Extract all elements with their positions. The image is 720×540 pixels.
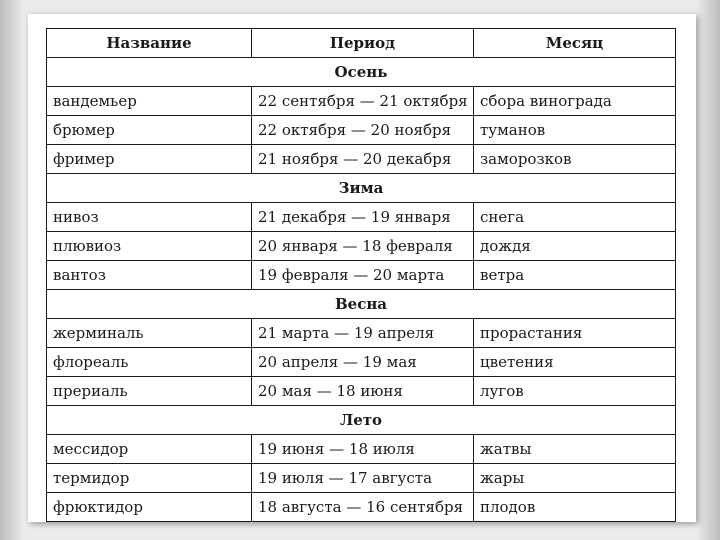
table-row <box>47 377 676 406</box>
month-name-cell: плювиоз <box>47 232 252 261</box>
meaning-cell: жары <box>474 464 676 493</box>
month-name-cell: вандемьер <box>47 87 252 116</box>
season-autumn: Осень <box>47 58 676 87</box>
month-name-cell: жерминаль <box>47 319 252 348</box>
meaning-cell: сбора винограда <box>474 87 676 116</box>
season-row <box>47 58 676 87</box>
table-row <box>47 232 676 261</box>
meaning-cell: жатвы <box>474 435 676 464</box>
month-name-cell: прериаль <box>47 377 252 406</box>
period-cell: 21 декабря — 19 января <box>252 203 474 232</box>
period-cell: 20 апреля — 19 мая <box>252 348 474 377</box>
table-row <box>47 464 676 493</box>
table-row <box>47 261 676 290</box>
header-month: Месяц <box>474 29 676 58</box>
table-row <box>47 493 676 522</box>
season-spring: Весна <box>47 290 676 319</box>
meaning-cell: плодов <box>474 493 676 522</box>
month-name-cell: мессидор <box>47 435 252 464</box>
season-row <box>47 174 676 203</box>
period-cell: 18 августа — 16 сентября <box>252 493 474 522</box>
month-name-cell: брюмер <box>47 116 252 145</box>
period-cell: 21 марта — 19 апреля <box>252 319 474 348</box>
slide-edge-left <box>0 0 22 540</box>
calendar-table <box>46 28 676 522</box>
month-name-cell: фрюктидор <box>47 493 252 522</box>
table-row <box>47 435 676 464</box>
table-row <box>47 203 676 232</box>
table-row <box>47 319 676 348</box>
period-cell: 20 мая — 18 июня <box>252 377 474 406</box>
season-winter: Зима <box>47 174 676 203</box>
season-row <box>47 290 676 319</box>
period-cell: 19 июля — 17 августа <box>252 464 474 493</box>
month-name-cell: вантоз <box>47 261 252 290</box>
table-row <box>47 348 676 377</box>
period-cell: 19 июня — 18 июля <box>252 435 474 464</box>
meaning-cell: туманов <box>474 116 676 145</box>
period-cell: 19 февраля — 20 марта <box>252 261 474 290</box>
meaning-cell: лугов <box>474 377 676 406</box>
document-sheet <box>28 14 696 522</box>
meaning-cell: снега <box>474 203 676 232</box>
meaning-cell: ветра <box>474 261 676 290</box>
period-cell: 22 октября — 20 ноября <box>252 116 474 145</box>
table-row <box>47 116 676 145</box>
month-name-cell: флореаль <box>47 348 252 377</box>
meaning-cell: цветения <box>474 348 676 377</box>
season-row <box>47 406 676 435</box>
period-cell: 20 января — 18 февраля <box>252 232 474 261</box>
meaning-cell: дождя <box>474 232 676 261</box>
slide-edge-right <box>698 0 720 540</box>
period-cell: 21 ноября — 20 декабря <box>252 145 474 174</box>
meaning-cell: заморозков <box>474 145 676 174</box>
header-name: Название <box>47 29 252 58</box>
header-period: Период <box>252 29 474 58</box>
meaning-cell: прорастания <box>474 319 676 348</box>
period-cell: 22 сентября — 21 октября <box>252 87 474 116</box>
header-row <box>47 29 676 58</box>
table-row <box>47 87 676 116</box>
season-summer: Лето <box>47 406 676 435</box>
table-row <box>47 145 676 174</box>
month-name-cell: термидор <box>47 464 252 493</box>
month-name-cell: нивоз <box>47 203 252 232</box>
month-name-cell: фример <box>47 145 252 174</box>
